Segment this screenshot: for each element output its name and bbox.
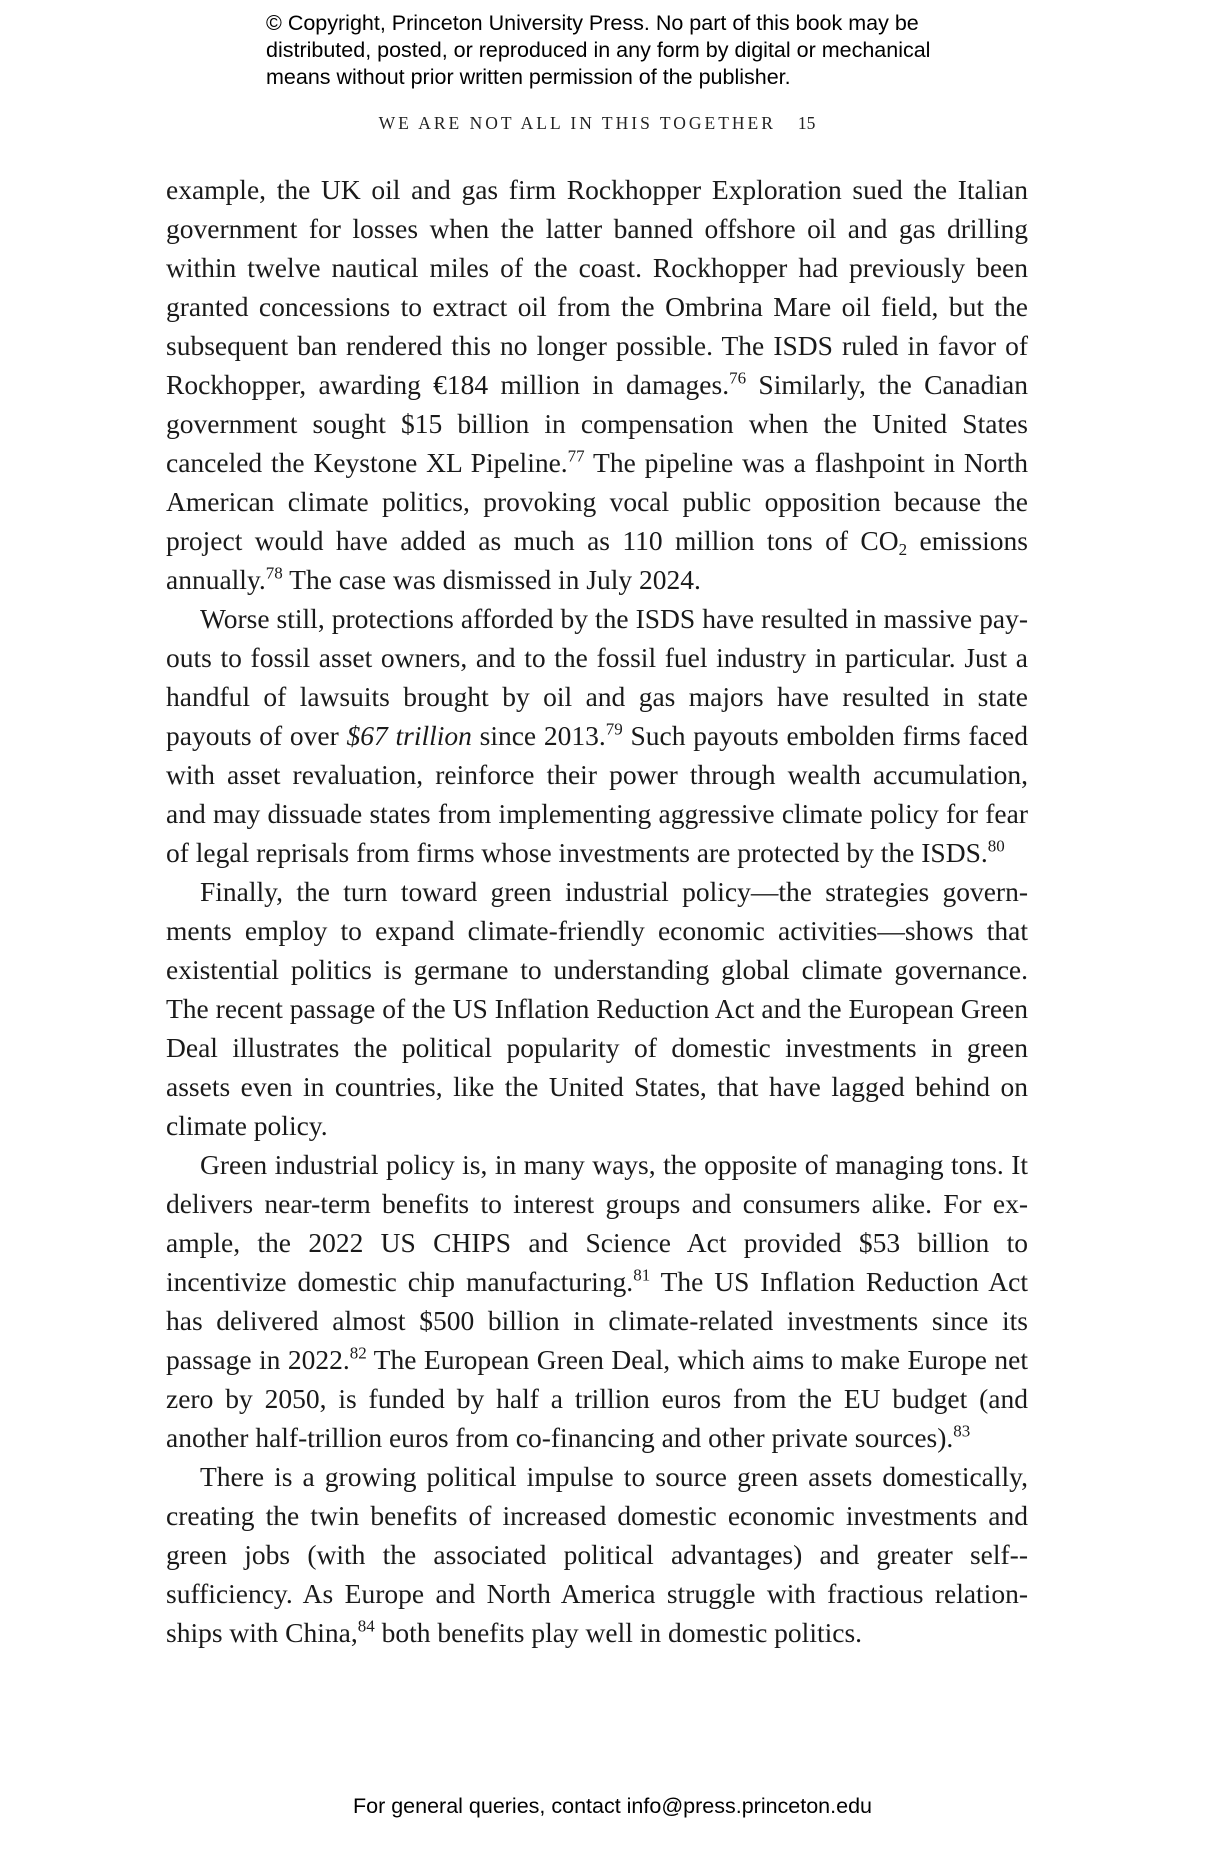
copyright-notice (266, 10, 1026, 91)
footnote-ref: 82 (349, 1343, 367, 1363)
text-run: Such payouts embolden firms faced with asset revaluation, reinforce their power through wealth accumulation, and may dissuade states from implementing aggressive climate policy for fear of legal reprisals from firms whose investments are protected by the ISDS. (166, 720, 1028, 868)
footnote-ref: 84 (357, 1616, 375, 1636)
footnote-ref: 80 (987, 836, 1005, 856)
footnote-ref: 78 (265, 563, 283, 583)
footnote-ref: 76 (729, 368, 747, 388)
copyright-line: © Copyright, Princeton University Press. No part of this book may be (266, 11, 919, 35)
copyright-line: means without prior written permission of the publisher. (266, 65, 791, 89)
footnote-ref: 77 (567, 446, 585, 466)
paragraph (166, 1145, 1028, 1457)
text-run: Similarly, the Canadian government sought $15 billion in compensation when the United States canceled the Keystone XL Pipeline. (166, 369, 1028, 478)
text-run: emissions annually. (166, 525, 1029, 595)
footnote-ref: 79 (605, 719, 623, 739)
text-run: example, the UK oil and gas firm Rockhopper Exploration sued the Italian government for losses when the latter banned offshore oil and gas drilling within twelve nautical miles of the coast. Rockhopper had previously been granted concessions to extract oil from the Ombrina Mare oil field, but the subsequent ban rendered this no longer possible. The ISDS ruled in favor of Rockhopper, awarding €184 million in damages. (166, 174, 1028, 400)
text-run: both benefits play well in domestic politics. (374, 1617, 863, 1648)
text-run: The pipeline was a flashpoint in North American climate politics, provoking vocal public opposition because the project would have added as much as 110 million tons of CO (166, 447, 1028, 556)
paragraph (166, 170, 1028, 599)
text-run: Worse still, protections afforded by the ISDS have resulted in massive payouts to fossil asset owners, and to the fossil fuel industry in particular. Just a handful of lawsuits brought by oil and gas majors have resulted in state payouts of over (166, 603, 1028, 751)
running-head-title: WE ARE NOT ALL IN THIS TOGETHER (378, 113, 776, 133)
text-run: The case was dismissed in July 2024. (282, 564, 701, 595)
text-run: The US Inflation Reduction Act has delivered almost $500 billion in climate-related investments since its passage in 2022. (166, 1266, 1028, 1375)
footnote-ref: 81 (633, 1265, 651, 1285)
paragraph (166, 1457, 1028, 1652)
footnote-ref: 83 (953, 1421, 971, 1441)
text-run: since 2013. (471, 720, 606, 751)
text-run: There is a growing political impulse to source green assets domestically, creating the twin benefits of increased domestic economic investments and green jobs (with the associated political advantages) and greater self-sufficiency. As Europe and North America struggle with fractious relationships with China, (166, 1461, 1028, 1648)
subscript: 2 (898, 540, 908, 560)
text-run: Finally, the turn toward green industrial policy—the strategies governments employ to expand climate-friendly economic activities—shows that existential politics is germane to understanding global climate governance. The recent passage of the US Inflation Reduction Act and the European Green Deal illustrates the political popularity of domestic investments in green assets even in countries, like the United States, that have lagged behind on climate policy. (166, 876, 1028, 1141)
paragraph (166, 872, 1028, 1145)
paragraph (166, 599, 1028, 872)
copyright-line: distributed, posted, or reproduced in any form by digital or mechanical (266, 38, 931, 62)
emphasis: $67 trillion (346, 720, 472, 751)
contact-footer: For general queries, contact info@press.princeton.edu (352, 1794, 872, 1818)
body-text (166, 170, 1028, 1652)
text-run: The European Green Deal, which aims to make Europe net zero by 2050, is funded by half a trillion euros from the EU budget (and another half-trillion euros from co-financing and other private sources). (166, 1344, 1028, 1453)
running-head (166, 113, 1028, 134)
text-run: Green industrial policy is, in many ways, the opposite of managing tons. It delivers near-term benefits to interest groups and consumers alike. For example, the 2022 US CHIPS and Science Act provided $53 billion to incentivize domestic chip manufacturing. (166, 1149, 1028, 1297)
page-number: 15 (797, 113, 816, 133)
